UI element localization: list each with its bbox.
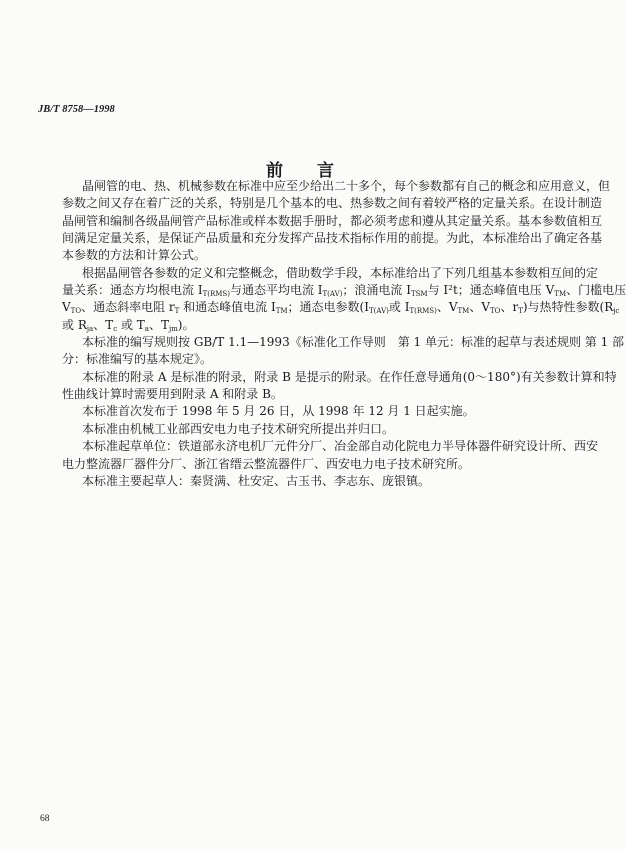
subscript: T(AV) <box>322 290 343 299</box>
text-run: 晶闸管的电、热、机械参数在标准中应至少给出二十多个，每个参数都有自己的概念和应用意义，但 <box>82 179 611 193</box>
text-run: 性曲线计算时需要用到附录 A 和附录 B。 <box>62 387 283 402</box>
text-run: 分：标准编写的基本规定》。 <box>62 352 213 367</box>
text-line <box>62 351 560 368</box>
text-line <box>62 473 560 490</box>
subscript: TM <box>275 307 288 316</box>
subscript: TM <box>554 290 567 299</box>
text-line <box>62 247 560 264</box>
text-run: 、门槛电压 <box>566 283 626 298</box>
text-run: V <box>62 300 71 315</box>
foreword-body <box>62 178 626 490</box>
text-run: 、V <box>436 300 458 315</box>
text-run: 晶闸管和编制各级晶闸管产品标准或样本数据手册时，都必须考虑和遵从其定量关系。基本参数值相互 <box>62 213 603 228</box>
text-run: 本标准主要起草人：秦贤满、杜安定、古玉书、李志东、庞银镇。 <box>82 473 431 488</box>
text-run: 本标准首次发布于 1998 年 5 月 26 日，从 1998 年 12 月 1 日起实施。 <box>82 404 475 419</box>
text-run: 量关系：通态方均根电流 I <box>62 283 203 298</box>
subscript: T <box>518 307 523 316</box>
text-line <box>62 282 626 299</box>
text-run: )与热特性参数(R <box>522 300 614 315</box>
text-run: 、V <box>469 300 491 315</box>
text-line <box>62 178 611 195</box>
text-line <box>62 421 560 438</box>
subscript: T(RMS) <box>202 290 230 299</box>
subscript: TO <box>70 307 82 316</box>
subscript: ja <box>86 324 94 333</box>
text-run: )。 <box>177 317 195 332</box>
subscript: a <box>144 324 149 333</box>
text-run: ；浪涌电流 I <box>342 283 411 298</box>
page-title: 前言 <box>266 161 368 181</box>
text-run: 与通态平均电流 I <box>229 283 323 298</box>
subscript: TSM <box>410 290 428 299</box>
text-run: 本标准的编写规则按 GB/T 1.1—1993《标准化工作导则 第 1 单元：标准的起草与表述规则 第 1 部 <box>82 335 625 350</box>
text-run: 电力整流器厂器件分厂、浙江省缙云整流器件厂、西安电力电子技术研究所。 <box>62 456 471 471</box>
text-line <box>62 369 617 386</box>
subscript: TM <box>457 307 470 316</box>
text-line <box>62 386 560 403</box>
text-line <box>62 213 603 230</box>
text-run: 或 I <box>388 300 410 315</box>
subscript: jc <box>613 307 620 316</box>
text-run: 本标准的附录 A 是标准的附录，附录 B 是提示的附录。在作任意导通角(0～180°)有关参数计算和特 <box>82 369 617 384</box>
text-run: 或 R <box>62 317 87 332</box>
text-line <box>62 438 599 455</box>
subscript: T <box>174 307 180 316</box>
text-run: 、通态斜率电阻 r <box>81 300 175 315</box>
standard-number: JB/T 8758—1998 <box>38 104 115 115</box>
text-run: 、r <box>500 300 519 315</box>
page-number: 68 <box>40 814 50 824</box>
subscript: TO <box>490 307 501 316</box>
text-line <box>62 299 620 316</box>
text-line <box>62 265 599 282</box>
text-line <box>62 195 603 212</box>
text-run: 和通态峰值电流 I <box>179 300 276 315</box>
text-line <box>62 317 560 334</box>
subscript: jm <box>168 324 178 333</box>
text-run: 、T <box>148 317 169 332</box>
subscript: T(AV) <box>368 307 389 316</box>
subscript: T(RMS) <box>409 307 437 316</box>
text-run: 本标准起草单位：铁道部永济电机厂元件分厂、冶金部自动化院电力半导体器件研究设计所、西安 <box>82 439 599 454</box>
text-run: 本参数的方法和计算公式。 <box>62 248 207 263</box>
text-run: 根据晶闸管各参数的定义和完整概念，借助数学手段，本标准给出了下列几组基本参数相互间的定 <box>82 265 599 280</box>
text-run: 间满足定量关系，是保证产品质量和充分发挥产品技术指标作用的前提。为此，本标准给出了确定各基 <box>62 231 603 246</box>
text-run: 、T <box>93 317 114 332</box>
subscript: c <box>113 324 118 333</box>
text-line <box>62 403 560 420</box>
text-run: 与 I²t；通态峰值电压 V <box>427 283 555 298</box>
text-run: 或 T <box>117 317 145 332</box>
text-line <box>62 230 603 247</box>
text-run: ；通态电参数(I <box>287 300 369 315</box>
text-run: 参数之间又存在着广泛的关系，特别是几个基本的电、热参数之间有着较严格的定量关系。在设计制造 <box>62 196 603 211</box>
text-run: 本标准由机械工业部西安电力电子技术研究所提出并归口。 <box>82 421 395 436</box>
text-line <box>62 334 625 351</box>
text-line <box>62 456 560 473</box>
